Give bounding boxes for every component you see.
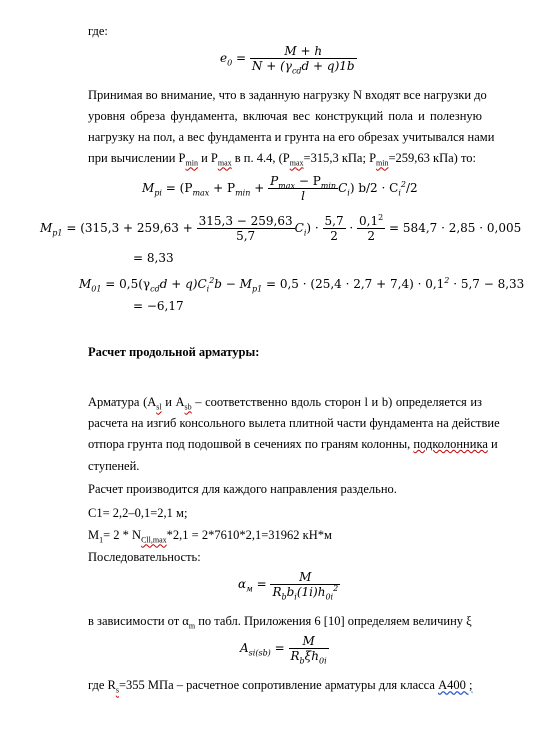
formula-mpi: $M_{pi} = (P_{max} + P_{min}$ + $\frac{P_{max} - P_{min}}{l}$ $C_i$) $b/2 \cdot C_i^2/2$ — [142, 174, 418, 203]
formula-area: $A_{si(sb)}$ = $\frac{M}{R_b\xi h_{0i}}$ — [240, 634, 327, 666]
formula-e0: $e_0$ = $\frac{M + h}{N + (\gamma_{cd}d + q)1b}$ — [220, 44, 355, 76]
formula-alpha: $\alpha_м$ = $\frac{M}{R_bb_i(1i)h_{0i}^2}$ — [238, 570, 339, 602]
paragraph-line: отпора грунта под подошвой в сечениях по граням колонны, подколонника и — [88, 437, 498, 451]
paragraph-line: Последовательность: — [88, 550, 201, 564]
formula-mp1: $M_{p1} = (315,3 + 259,63$ + $\frac{315,3 - 259,63}{5,7}$ $C_i$) · $\frac{5,7}{2}$ · $\frac{0,1^2}{2}$ = 584,7 · 2,85 · 0,005 — [40, 213, 522, 243]
paragraph-line: C1= 2,2–0,1=2,1 м; — [88, 506, 188, 520]
section-heading: Расчет продольной арматуры: — [88, 345, 260, 359]
paragraph-line: в зависимости от $\alpha_m$ по табл. Приложения 6 [10] определяем величину ξ — [88, 614, 472, 631]
paragraph-line: $M_1= 2 * N_{Cll,max}*2,1 = 2*7610*2,1=31962$ кН*м — [88, 528, 332, 545]
paragraph-line: ступеней. — [88, 459, 140, 473]
formula-m01-result: = −6,17 — [133, 299, 184, 313]
paragraph-line: Расчет производится для каждого направления раздельно. — [88, 482, 397, 496]
paragraph-line: где $R_s=355$ МПа – расчетное сопротивление арматуры для класса А400 ; — [88, 678, 473, 695]
formula-m01: $M_{01} = 0,5(\gamma_{cd}d + q)C_i^2b - M_{p1} = 0,5 \cdot (25,4 \cdot 2,7 + 7,4) \cdot 0,1^2 \cdot 5,7 - 8,33$ — [79, 276, 525, 294]
paragraph-line: расчета на изгиб консольного вылета плитной части фундамента на действие — [88, 416, 500, 430]
paragraph-line: Арматура ($A_{sl}$ и $A_{sb}$ – соответственно вдоль сторон l и b) определяется из — [88, 395, 482, 412]
formula-mp1-result: = 8,33 — [133, 251, 174, 265]
text-where: где: — [88, 24, 108, 38]
paragraph-line: Принимая во внимание, что в заданную нагрузку N входят все нагрузки до — [88, 88, 487, 102]
paragraph-line: нагрузку на пол, а вес фундамента и грунта на его обрезах учитывался нами — [88, 130, 495, 144]
paragraph-line: при вычислении $P_{min}$ и $P_{max}$ в п. 4.4, ($P_{max}=315,3$ кПа; $P_{min}=259,63$ кПа) то: — [88, 151, 476, 168]
paragraph-line: уровня обреза фундамента, включая вес конструкций пола и полезную — [88, 109, 482, 123]
